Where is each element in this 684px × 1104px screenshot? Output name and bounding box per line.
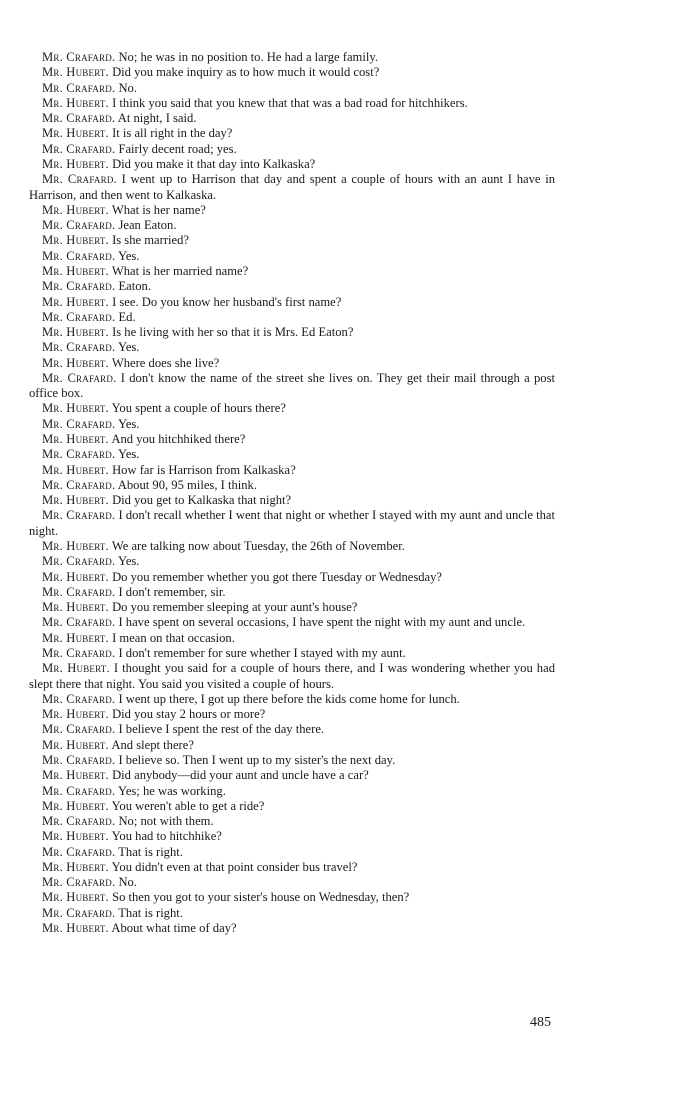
testimony-text: No.	[118, 875, 137, 890]
testimony-line	[29, 264, 555, 279]
speaker-label: Mr. Hubert.	[42, 921, 109, 936]
testimony-line	[29, 753, 555, 768]
transcript-body	[29, 50, 555, 936]
speaker-label: Mr. Hubert.	[42, 126, 109, 141]
speaker-label: Mr. Hubert.	[42, 432, 109, 447]
speaker-label: Mr. Hubert.	[42, 569, 109, 584]
testimony-text: You weren't able to get a ride?	[111, 798, 265, 813]
speaker-label: Mr. Hubert.	[42, 890, 109, 905]
testimony-line	[29, 142, 555, 157]
testimony-text: Yes.	[117, 248, 140, 263]
speaker-label: Mr. Hubert.	[42, 798, 109, 813]
testimony-line	[29, 356, 555, 371]
testimony-line	[29, 631, 555, 646]
testimony-line	[29, 96, 555, 111]
testimony-text: We are talking now about Tuesday, the 26th of November.	[111, 539, 405, 553]
testimony-text: Did anybody—did your aunt and uncle have a car?	[112, 768, 369, 783]
testimony-text: I believe I spent the rest of the day there.	[118, 722, 325, 737]
testimony-line	[29, 157, 555, 172]
speaker-label: Mr. Hubert.	[42, 202, 109, 217]
testimony-line	[29, 707, 555, 722]
speaker-label: Mr. Crafard.	[42, 645, 116, 660]
speaker-label: Mr. Crafard.	[42, 416, 116, 431]
testimony-line	[29, 295, 555, 310]
testimony-line	[29, 310, 555, 325]
testimony-text: Is he living with her so that it is Mrs. Ed Eaton?	[112, 325, 354, 340]
testimony-line	[29, 554, 555, 569]
testimony-text: That is right.	[118, 905, 183, 920]
testimony-line	[29, 50, 555, 65]
speaker-label: Mr. Hubert.	[42, 661, 110, 676]
speaker-label: Mr. Hubert.	[42, 859, 109, 874]
testimony-text: I think you said that you knew that that was a bad road for hitchhikers.	[112, 95, 468, 110]
testimony-text: No.	[118, 80, 137, 95]
speaker-label: Mr. Crafard.	[42, 584, 116, 599]
testimony-text: What is her married name?	[111, 263, 249, 278]
testimony-text: Yes.	[117, 340, 140, 355]
testimony-line	[29, 906, 555, 921]
testimony-line	[29, 371, 555, 402]
testimony-line	[29, 126, 555, 141]
testimony-line	[29, 172, 555, 203]
testimony-line	[29, 218, 555, 233]
speaker-label: Mr. Hubert.	[42, 737, 109, 752]
testimony-text: Did you make it that day into Kalkaska?	[112, 156, 316, 171]
testimony-text: Ed.	[118, 309, 136, 324]
testimony-text: Yes.	[117, 447, 140, 462]
speaker-label: Mr. Crafard.	[42, 279, 116, 294]
testimony-text: No; not with them.	[118, 814, 214, 829]
testimony-text: How far is Harrison from Kalkaska?	[112, 462, 296, 477]
testimony-text: About 90, 95 miles, I think.	[117, 477, 257, 492]
testimony-line	[29, 814, 555, 829]
testimony-text: I don't know the name of the street she lives on. They get their mail through a post office box.	[29, 370, 555, 401]
speaker-label: Mr. Crafard.	[42, 722, 116, 737]
testimony-line	[29, 432, 555, 447]
speaker-label: Mr. Crafard.	[42, 554, 116, 569]
testimony-line	[29, 233, 555, 248]
speaker-label: Mr. Crafard.	[42, 141, 116, 156]
testimony-text: Did you get to Kalkaska that night?	[112, 493, 292, 508]
speaker-label: Mr. Hubert.	[42, 829, 109, 844]
testimony-text: No; he was in no position to. He had a large family.	[118, 50, 378, 64]
testimony-text: Yes; he was working.	[117, 783, 226, 798]
speaker-label: Mr. Hubert.	[42, 401, 109, 416]
testimony-text: I don't recall whether I went that night or whether I stayed with my aunt and uncle that night.	[29, 508, 555, 538]
speaker-label: Mr. Crafard.	[42, 172, 117, 187]
speaker-label: Mr. Hubert.	[42, 462, 109, 477]
testimony-line	[29, 615, 555, 630]
speaker-label: Mr. Crafard.	[42, 844, 116, 859]
testimony-line	[29, 799, 555, 814]
testimony-line	[29, 921, 555, 936]
testimony-line	[29, 539, 555, 554]
speaker-label: Mr. Hubert.	[42, 294, 109, 309]
testimony-text: Jean Eaton.	[118, 218, 177, 233]
testimony-line	[29, 600, 555, 615]
testimony-line	[29, 249, 555, 264]
speaker-label: Mr. Crafard.	[42, 340, 116, 355]
speaker-label: Mr. Crafard.	[42, 783, 116, 798]
testimony-text: And you hitchhiked there?	[111, 432, 246, 447]
testimony-text: I thought you said for a couple of hours there, and I was wondering whether you had slept there that night. You said you visited a couple of hours.	[29, 661, 555, 691]
speaker-label: Mr. Crafard.	[42, 50, 116, 64]
testimony-line	[29, 646, 555, 661]
testimony-line	[29, 768, 555, 783]
testimony-text: Fairly decent road; yes.	[118, 141, 237, 156]
speaker-label: Mr. Crafard.	[42, 752, 116, 767]
speaker-label: Mr. Crafard.	[42, 691, 116, 706]
testimony-text: Do you remember whether you got there Tuesday or Wednesday?	[112, 569, 443, 584]
testimony-text: I went up to Harrison that day and spent a couple of hours with an aunt I have in Harrison, and then went to Kalkaska.	[29, 172, 555, 202]
testimony-text: I don't remember for sure whether I stayed with my aunt.	[118, 645, 406, 660]
speaker-label: Mr. Hubert.	[42, 65, 109, 80]
testimony-text: About what time of day?	[111, 921, 237, 936]
speaker-label: Mr. Hubert.	[42, 768, 109, 783]
testimony-text: Where does she live?	[111, 355, 220, 370]
speaker-label: Mr. Crafard.	[42, 111, 116, 126]
testimony-line	[29, 508, 555, 539]
testimony-line	[29, 845, 555, 860]
testimony-line	[29, 325, 555, 340]
testimony-text: Do you remember sleeping at your aunt's house?	[112, 600, 358, 615]
testimony-line	[29, 890, 555, 905]
testimony-line	[29, 340, 555, 355]
speaker-label: Mr. Hubert.	[42, 233, 109, 248]
testimony-text: Yes.	[117, 416, 140, 431]
testimony-text: Yes.	[117, 554, 140, 569]
speaker-label: Mr. Crafard.	[42, 80, 116, 95]
speaker-label: Mr. Hubert.	[42, 707, 109, 722]
testimony-line	[29, 661, 555, 692]
testimony-text: Is she married?	[112, 233, 189, 248]
testimony-text: You didn't even at that point consider bus travel?	[111, 859, 358, 874]
testimony-text: So then you got to your sister's house on Wednesday, then?	[112, 890, 410, 905]
testimony-text: I don't remember, sir.	[118, 584, 226, 599]
speaker-label: Mr. Crafard.	[42, 875, 116, 890]
testimony-text: I see. Do you know her husband's first name?	[112, 294, 342, 309]
testimony-line	[29, 722, 555, 737]
testimony-line	[29, 417, 555, 432]
testimony-text: I believe so. Then I went up to my sister's the next day.	[118, 752, 396, 767]
testimony-line	[29, 875, 555, 890]
testimony-line	[29, 401, 555, 416]
testimony-text: Did you make inquiry as to how much it would cost?	[112, 65, 380, 80]
speaker-label: Mr. Crafard.	[42, 447, 116, 462]
speaker-label: Mr. Hubert.	[42, 156, 109, 171]
testimony-line	[29, 111, 555, 126]
testimony-line	[29, 81, 555, 96]
testimony-line	[29, 478, 555, 493]
testimony-line	[29, 829, 555, 844]
testimony-text: Eaton.	[118, 279, 151, 294]
testimony-line	[29, 447, 555, 462]
speaker-label: Mr. Hubert.	[42, 325, 109, 340]
testimony-text: What is her name?	[111, 202, 206, 217]
speaker-label: Mr. Hubert.	[42, 600, 109, 615]
speaker-label: Mr. Crafard.	[42, 477, 116, 492]
testimony-line	[29, 570, 555, 585]
speaker-label: Mr. Crafard.	[42, 309, 116, 324]
testimony-line	[29, 860, 555, 875]
speaker-label: Mr. Crafard.	[42, 218, 116, 233]
speaker-label: Mr. Hubert.	[42, 95, 109, 110]
testimony-text: I have spent on several occasions, I have spent the night with my aunt and uncle.	[118, 615, 526, 630]
testimony-text: You had to hitchhike?	[111, 829, 222, 844]
testimony-line	[29, 463, 555, 478]
testimony-text: I went up there, I got up there before the kids come home for lunch.	[118, 691, 460, 706]
testimony-line	[29, 692, 555, 707]
testimony-text: You spent a couple of hours there?	[111, 401, 286, 416]
testimony-line	[29, 493, 555, 508]
testimony-line	[29, 279, 555, 294]
speaker-label: Mr. Crafard.	[42, 814, 116, 829]
speaker-label: Mr. Hubert.	[42, 630, 109, 645]
speaker-label: Mr. Hubert.	[42, 355, 109, 370]
testimony-text: That is right.	[118, 844, 183, 859]
speaker-label: Mr. Hubert.	[42, 493, 109, 508]
testimony-text: And slept there?	[111, 737, 194, 752]
speaker-label: Mr. Crafard.	[42, 248, 116, 263]
speaker-label: Mr. Crafard.	[42, 905, 116, 920]
page-number: 485	[530, 1015, 551, 1030]
speaker-label: Mr. Hubert.	[42, 539, 109, 553]
testimony-text: At night, I said.	[117, 111, 197, 126]
speaker-label: Mr. Crafard.	[42, 508, 116, 523]
speaker-label: Mr. Crafard.	[42, 370, 117, 385]
speaker-label: Mr. Crafard.	[42, 615, 116, 630]
testimony-line	[29, 784, 555, 799]
testimony-text: I mean on that occasion.	[112, 630, 235, 645]
testimony-text: Did you stay 2 hours or more?	[112, 707, 266, 722]
testimony-line	[29, 738, 555, 753]
testimony-line	[29, 65, 555, 80]
testimony-line	[29, 585, 555, 600]
testimony-text: It is all right in the day?	[112, 126, 233, 141]
speaker-label: Mr. Hubert.	[42, 263, 109, 278]
testimony-line	[29, 203, 555, 218]
